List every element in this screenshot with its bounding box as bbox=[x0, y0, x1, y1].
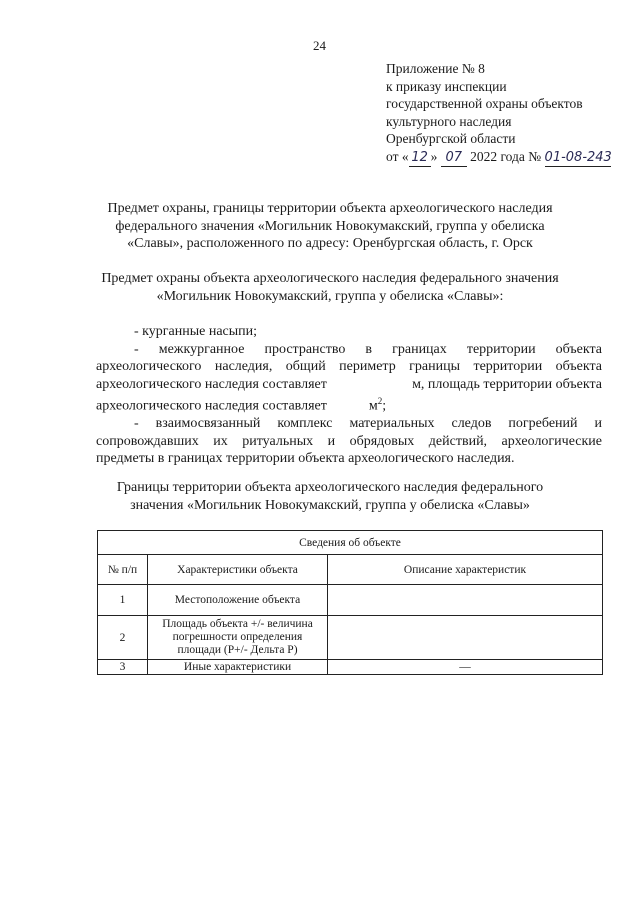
page-number: 24 bbox=[313, 38, 326, 53]
appendix-date-line bbox=[386, 148, 611, 168]
list-item: - взаимосвязанный комплекс материальных следов погребений и bbox=[134, 416, 602, 432]
year-text: 2022 года № bbox=[470, 148, 542, 164]
row-description bbox=[328, 616, 603, 660]
area-text: археологического наследия составляет bbox=[96, 398, 327, 414]
table-caption-row bbox=[98, 531, 603, 555]
subject-line: Предмет охраны объекта археологического наследия федерального значения bbox=[101, 271, 559, 286]
protection-subject-list bbox=[96, 323, 602, 468]
borders-line: Границы территории объекта археологического наследия федерального bbox=[116, 480, 544, 495]
list-item-cont bbox=[96, 376, 602, 394]
row-number: 2 bbox=[98, 616, 148, 660]
table-caption: Сведения об объекте bbox=[98, 531, 603, 555]
header-characteristics: Характеристики объекта bbox=[148, 555, 328, 585]
area-unit-sup: 2 bbox=[377, 396, 383, 406]
row-description: — bbox=[328, 660, 603, 675]
list-item: - межкурганное пространство в границах территории объекта bbox=[134, 341, 602, 357]
row-number: 1 bbox=[98, 585, 148, 616]
table-header-row bbox=[98, 555, 603, 585]
list-item-cont: сопровождавших их ритуальных и обрядовых действий, археологические bbox=[96, 433, 602, 449]
appendix-title: Приложение № 8 bbox=[386, 61, 485, 76]
appendix-line: Оренбургской области bbox=[386, 131, 516, 146]
list-item: - курганные насыпи; bbox=[134, 324, 258, 339]
handwritten-day: 12 bbox=[409, 149, 431, 168]
object-info-table bbox=[97, 530, 603, 675]
date-prefix: от « bbox=[386, 148, 409, 164]
area-semicolon: ; bbox=[382, 398, 387, 414]
heading-line: Предмет охраны, границы территории объекта археологического наследия bbox=[107, 201, 553, 216]
subject-line: «Могильник Новокумакский, группа у обелиска «Славы»: bbox=[156, 288, 504, 304]
table-row bbox=[98, 585, 603, 616]
row-characteristic-line: Площадь объекта +/- величина bbox=[162, 618, 313, 630]
row-characteristic-line: погрешности определения bbox=[172, 631, 303, 643]
document-heading bbox=[60, 200, 600, 253]
list-item-cont bbox=[96, 393, 602, 415]
row-characteristic: Иные характеристики bbox=[148, 660, 328, 675]
header-number: № п/п bbox=[98, 555, 148, 585]
appendix-block bbox=[386, 60, 611, 167]
row-description bbox=[328, 585, 603, 616]
appendix-line: государственной охраны объектов bbox=[386, 96, 583, 111]
date-mid: » bbox=[430, 148, 438, 164]
list-item-cont: предметы в границах территории объекта археологического наследия. bbox=[96, 451, 515, 467]
table-row bbox=[98, 616, 603, 660]
borders-heading bbox=[60, 479, 600, 514]
heading-line: федерального значения «Могильник Новокумакский, группа у обелиска bbox=[115, 218, 545, 234]
heading-line: «Славы», расположенного по адресу: Оренбургская область, г. Орск bbox=[127, 236, 533, 251]
row-characteristic: Местоположение объекта bbox=[148, 585, 328, 616]
perimeter-text: археологического наследия составляет bbox=[96, 376, 327, 392]
row-number: 3 bbox=[98, 660, 148, 675]
table-row bbox=[98, 660, 603, 675]
row-characteristic-line: площади (P+/- Дельта P) bbox=[177, 644, 298, 656]
header-description: Описание характеристик bbox=[328, 555, 603, 585]
appendix-line: культурного наследия bbox=[386, 113, 512, 129]
protection-subject-heading bbox=[60, 270, 600, 305]
area-unit: м bbox=[368, 398, 378, 414]
borders-line: значения «Могильник Новокумакский, группа у обелиска «Славы» bbox=[130, 497, 530, 513]
perimeter-unit-text: м, площадь территории объекта bbox=[412, 376, 602, 392]
appendix-line: к приказу инспекции bbox=[386, 78, 507, 94]
list-item-cont: археологического наследия, общий периметр границы территории объекта bbox=[96, 359, 602, 374]
handwritten-order-number: 01-08-243 bbox=[545, 149, 611, 168]
handwritten-month: 07 bbox=[441, 149, 467, 168]
row-characteristic bbox=[148, 616, 328, 660]
